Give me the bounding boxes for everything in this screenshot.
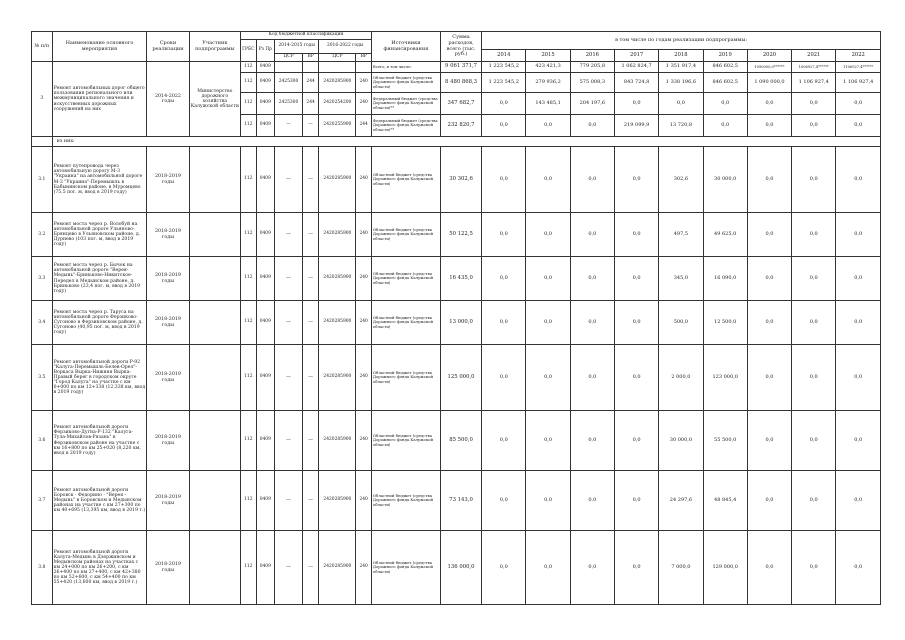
year-value-2014: 0,0 xyxy=(482,471,526,531)
funding-source: Областной бюджет (средства Дорожного фонда Калужской области) xyxy=(371,257,440,301)
year-value-2017: 0,0 xyxy=(614,411,658,471)
item-number: 3 xyxy=(32,62,53,137)
vr-code-2016: 240 xyxy=(356,301,372,345)
grbs-code: 112 xyxy=(241,301,256,345)
funding-source: Всего, в том числе: xyxy=(371,62,440,73)
year-value-2014: 0,0 xyxy=(482,257,526,301)
total-sum: 125 000,0 xyxy=(440,345,481,411)
year-value-2020: 1 090 000,0 xyxy=(747,73,791,93)
csr-code-2014: 2425300 xyxy=(275,93,303,115)
year-value-2022: 0,0 xyxy=(836,115,881,137)
csr-code-2014: — xyxy=(275,115,303,137)
sub-item-row xyxy=(32,531,881,605)
year-value-2014: 1 223 545,2 xyxy=(482,73,526,93)
total-sum: 136 000,0 xyxy=(440,531,481,605)
sub-item-row xyxy=(32,411,881,471)
vr-code-2014: 244 xyxy=(302,93,318,115)
year-value-2019: 846 602,5 xyxy=(703,62,747,73)
year-value-2015: 0,0 xyxy=(526,531,570,605)
item-name: Ремонт моста через р. Волобуй на автомобильной дороге Ульяново-Брянцево в Ульяновском районе, д. Дурнево (103 пог. м, ввод в 2019 году) xyxy=(52,213,147,257)
subtotal-label: из них: xyxy=(52,137,880,147)
year-value-2019: 123 000,0 xyxy=(703,345,747,411)
year-value-2018: 497,5 xyxy=(659,213,703,257)
csr-code-2014: — xyxy=(275,147,303,213)
header-year-2014: 2014 xyxy=(482,50,526,62)
year-value-2021: 1006927,4****** xyxy=(792,62,836,73)
grbs-code: 112 xyxy=(241,73,256,93)
grbs-code: 112 xyxy=(241,213,256,257)
year-value-2015: 0,0 xyxy=(526,411,570,471)
year-value-2020: 1090000,0****** xyxy=(747,62,791,73)
year-value-2014: 0,0 xyxy=(482,115,526,137)
year-value-2021: 0,0 xyxy=(792,411,836,471)
year-value-2017: 843 724,8 xyxy=(614,73,658,93)
item-number: 3.4 xyxy=(32,301,53,345)
csr-code-2014: 2425300 xyxy=(275,73,303,93)
header-period-2014: 2014-2015 годы xyxy=(275,40,319,54)
year-value-2016: 0,0 xyxy=(570,411,614,471)
year-value-2018: 1 351 917,4 xyxy=(659,62,703,73)
header-csr-1: ЦСР xyxy=(275,54,303,62)
grbs-code: 112 xyxy=(241,257,256,301)
sub-item-row xyxy=(32,471,881,531)
funding-source: Областной бюджет (средства Дорожного фонда Калужской области) xyxy=(371,301,440,345)
year-value-2019: 49 625,0 xyxy=(703,213,747,257)
item-executor-empty xyxy=(189,301,241,345)
header-period-2016: 2016-2022 годы xyxy=(319,40,372,54)
sub-item-row xyxy=(32,257,881,301)
header-source: Источники финансирования xyxy=(371,32,440,62)
year-value-2019: 0,0 xyxy=(703,115,747,137)
header-executor: Участник подпрограммы xyxy=(189,32,241,62)
vr-code-2016: 240 xyxy=(356,73,372,93)
subtotal-label-no xyxy=(32,137,53,147)
item-number: 3.2 xyxy=(32,213,53,257)
item-term: 2018-2019 годы xyxy=(147,471,189,531)
vr-code-2016: 240 xyxy=(356,213,372,257)
item-executor-empty xyxy=(189,213,241,257)
grbs-code: 112 xyxy=(241,345,256,411)
year-value-2017: 0,0 xyxy=(614,301,658,345)
header-term: Сроки реализации xyxy=(147,32,189,62)
year-value-2015: 0,0 xyxy=(526,345,570,411)
header-year-2017: 2017 xyxy=(614,50,658,62)
csr-code-2016: 2420254200 xyxy=(319,93,356,115)
csr-code-2016: 2420285900 xyxy=(319,301,356,345)
header-year-2019: 2019 xyxy=(703,50,747,62)
csr-code-2014: — xyxy=(275,301,303,345)
grbs-code: 112 xyxy=(241,93,256,115)
funding-source: Областной бюджет (средства Дорожного фонда Калужской области) xyxy=(371,345,440,411)
vr-code-2016: 240 xyxy=(356,345,372,411)
item-number: 3.6 xyxy=(32,411,53,471)
csr-code-2014: — xyxy=(275,471,303,531)
csr-code-2016: 2420285900 xyxy=(319,471,356,531)
year-value-2022: 0,0 xyxy=(836,213,881,257)
year-value-2017: 0,0 xyxy=(614,345,658,411)
year-value-2022: 0,0 xyxy=(836,257,881,301)
year-value-2018: 13 720,8 xyxy=(659,115,703,137)
header-year-2016: 2016 xyxy=(570,50,614,62)
year-value-2022: 0,0 xyxy=(836,301,881,345)
year-value-2016: 0,0 xyxy=(570,471,614,531)
funding-source: Областной бюджет (средства Дорожного фонда Калужской области) xyxy=(371,147,440,213)
funding-source: Областной бюджет (средства Дорожного фонда Калужской области) xyxy=(371,411,440,471)
item-executor: Министерство дорожного хозяйства Калужской области xyxy=(189,62,241,137)
year-value-2014: 1 223 545,2 xyxy=(482,62,526,73)
rzpr-code: 0409 xyxy=(256,115,275,137)
grbs-code: 112 xyxy=(241,62,256,73)
year-value-2018: 500,0 xyxy=(659,301,703,345)
year-value-2022: 1 106 927,4 xyxy=(836,73,881,93)
csr-code-2014: — xyxy=(275,213,303,257)
item-name: Ремонт моста через р. Таруса на автомобильной дороге Ферзиково-Сугоново в Ферзиковском районе, д. Сугоново (40,95 пог. м, ввод в 2019 году) xyxy=(52,301,147,345)
csr-code-2016: 2420285900 xyxy=(319,213,356,257)
year-value-2016: 0,0 xyxy=(570,147,614,213)
total-sum: 30 302,6 xyxy=(440,147,481,213)
csr-code-2016: 2420285900 xyxy=(319,345,356,411)
header-name: Наименование основного мероприятия xyxy=(52,32,147,62)
grbs-code: 112 xyxy=(241,471,256,531)
year-value-2020: 0,0 xyxy=(747,301,791,345)
year-value-2021: 0,0 xyxy=(792,115,836,137)
vr-code-2016: 240 xyxy=(356,257,372,301)
year-value-2021: 1 106 927,4 xyxy=(792,73,836,93)
year-value-2022: 0,0 xyxy=(836,411,881,471)
grbs-code: 112 xyxy=(241,115,256,137)
year-value-2019: 129 000,0 xyxy=(703,531,747,605)
total-sum: 347 682,7 xyxy=(440,93,481,115)
vr-code-2014: — xyxy=(302,411,318,471)
budget-table xyxy=(31,31,881,605)
year-value-2017: 0,0 xyxy=(614,213,658,257)
year-value-2022: 0,0 xyxy=(836,147,881,213)
grbs-code: 112 xyxy=(241,411,256,471)
year-value-2018: 7 000,0 xyxy=(659,531,703,605)
csr-code-2016: 2420285900 xyxy=(319,73,356,93)
vr-code-2014: — xyxy=(302,147,318,213)
vr-code-2016: 240 xyxy=(356,471,372,531)
total-sum: 85 500,0 xyxy=(440,411,481,471)
total-sum: 16 435,0 xyxy=(440,257,481,301)
item-executor-empty xyxy=(189,147,241,213)
vr-code-2014: — xyxy=(302,471,318,531)
year-value-2014: 0,0 xyxy=(482,147,526,213)
header-byyears: в том числе по годам реализации подпрограммы: xyxy=(482,32,881,50)
header-sum: Сумма расходов, всего (тыс. руб.) xyxy=(440,32,481,62)
rzpr-code: 0409 xyxy=(256,301,275,345)
grbs-code: 112 xyxy=(241,147,256,213)
year-value-2021: 0,0 xyxy=(792,531,836,605)
csr-code-2016: 2420285900 xyxy=(319,147,356,213)
year-value-2019: 16 090,0 xyxy=(703,257,747,301)
item-term: 2018-2019 годы xyxy=(147,213,189,257)
funding-source: Областной бюджет (средства Дорожного фонда Калужской области) xyxy=(371,471,440,531)
header-rzpr: Рз Пр xyxy=(256,40,275,62)
year-value-2015: 0,0 xyxy=(526,115,570,137)
item-executor-empty xyxy=(189,411,241,471)
year-value-2018: 345,0 xyxy=(659,257,703,301)
total-sum: 232 820,7 xyxy=(440,115,481,137)
vr-code-2014: 244 xyxy=(302,73,318,93)
year-value-2015: 279 936,2 xyxy=(526,73,570,93)
year-value-2022: 0,0 xyxy=(836,471,881,531)
year-value-2016: 204 197,6 xyxy=(570,93,614,115)
csr-code-2014 xyxy=(275,62,303,73)
item-executor-empty xyxy=(189,471,241,531)
year-value-2019: 12 500,0 xyxy=(703,301,747,345)
header-vr-1: ВР xyxy=(302,54,318,62)
total-sum: 8 480 868,3 xyxy=(440,73,481,93)
year-value-2019: 48 845,4 xyxy=(703,471,747,531)
header-year-2015: 2015 xyxy=(526,50,570,62)
item-term: 2018-2019 годы xyxy=(147,257,189,301)
vr-code-2014: — xyxy=(302,531,318,605)
year-value-2018: 24 297,6 xyxy=(659,471,703,531)
year-value-2014: 0,0 xyxy=(482,411,526,471)
item-term: 2018-2019 годы xyxy=(147,147,189,213)
rzpr-code: 0409 xyxy=(256,62,275,73)
year-value-2021: 0,0 xyxy=(792,257,836,301)
vr-code-2014: — xyxy=(302,115,318,137)
item-number: 3.1 xyxy=(32,147,53,213)
year-value-2020: 0,0 xyxy=(747,411,791,471)
vr-code-2014: — xyxy=(302,213,318,257)
rzpr-code: 0409 xyxy=(256,93,275,115)
item-number: 3.7 xyxy=(32,471,53,531)
year-value-2021: 0,0 xyxy=(792,93,836,115)
sub-item-row xyxy=(32,301,881,345)
csr-code-2016: 2420255900 xyxy=(319,115,356,137)
year-value-2017: 1 062 824,7 xyxy=(614,62,658,73)
rzpr-code: 0409 xyxy=(256,213,275,257)
year-value-2022: 0,0 xyxy=(836,531,881,605)
grbs-code: 112 xyxy=(241,531,256,605)
year-value-2021: 0,0 xyxy=(792,345,836,411)
csr-code-2016: 2420285900 xyxy=(319,257,356,301)
csr-code-2014: — xyxy=(275,257,303,301)
funding-source: Областной бюджет (средства Дорожного фонда Калужской области) xyxy=(371,531,440,605)
year-value-2014: 0,0 xyxy=(482,301,526,345)
sub-item-row xyxy=(32,213,881,257)
rzpr-code: 0409 xyxy=(256,531,275,605)
year-value-2019: 30 000,0 xyxy=(703,147,747,213)
item-term: 2018-2019 годы xyxy=(147,301,189,345)
funding-source: Федеральный бюджет (средства Дорожного фонда Калужской области)** xyxy=(371,93,440,115)
csr-code-2016 xyxy=(319,62,356,73)
total-sum: 13 000,0 xyxy=(440,301,481,345)
year-value-2016: 0,0 xyxy=(570,301,614,345)
year-value-2020: 0,0 xyxy=(747,257,791,301)
rzpr-code: 0409 xyxy=(256,147,275,213)
vr-code-2016: 240 xyxy=(356,93,372,115)
year-value-2022: 1106927,4****** xyxy=(836,62,881,73)
item-number: 3.5 xyxy=(32,345,53,411)
item-executor-empty xyxy=(189,531,241,605)
year-value-2019: 55 500,0 xyxy=(703,411,747,471)
year-value-2015: 0,0 xyxy=(526,301,570,345)
sub-item-row xyxy=(32,345,881,411)
year-value-2017: 0,0 xyxy=(614,147,658,213)
vr-code-2014: — xyxy=(302,301,318,345)
year-value-2020: 0,0 xyxy=(747,93,791,115)
header-year-2021: 2021 xyxy=(792,50,836,62)
year-value-2016: 0,0 xyxy=(570,115,614,137)
year-value-2017: 0,0 xyxy=(614,471,658,531)
year-value-2019: 846 602,5 xyxy=(703,73,747,93)
item-name: Ремонт моста через р. Бычок на автомобильной дороге "Верея-Медынь"-Бриньково-Никитское-Передел в Медынском районе, д. Бриньково (23,4 пог. м, ввод в 2019 году) xyxy=(52,257,147,301)
year-value-2020: 0,0 xyxy=(747,213,791,257)
header-vr-2: ВР xyxy=(356,54,372,62)
subtotal-label-row xyxy=(32,137,881,147)
rzpr-code: 0409 xyxy=(256,471,275,531)
csr-code-2014: — xyxy=(275,411,303,471)
rzpr-code: 0409 xyxy=(256,257,275,301)
item-name: Ремонт автомобильной дороги Ферзиково-Дугна-Р-132 "Калуга-Тула-Михайлов-Рязань" в Ферзиковском районе на участке с км 16+800 по км 25+020 (8,220 км, ввод в 2019 году) xyxy=(52,411,147,471)
year-value-2018: 1 338 196,6 xyxy=(659,73,703,93)
item-name: Ремонт автомобильных дорог общего пользования регионального или межмуниципального значения и искусственных дорожных сооружений на них xyxy=(52,62,147,137)
year-value-2014: 0,0 xyxy=(482,345,526,411)
year-value-2016: 0,0 xyxy=(570,257,614,301)
year-value-2020: 0,0 xyxy=(747,345,791,411)
year-value-2016: 779 205,8 xyxy=(570,62,614,73)
year-value-2021: 0,0 xyxy=(792,471,836,531)
csr-code-2014: — xyxy=(275,345,303,411)
vr-code-2014 xyxy=(302,62,318,73)
total-sum: 73 143,0 xyxy=(440,471,481,531)
header-no: № п/п xyxy=(32,32,53,62)
total-sum: 50 122,5 xyxy=(440,213,481,257)
vr-code-2016: 240 xyxy=(356,147,372,213)
year-value-2021: 0,0 xyxy=(792,301,836,345)
year-value-2021: 0,0 xyxy=(792,213,836,257)
year-value-2021: 0,0 xyxy=(792,147,836,213)
item-executor-empty xyxy=(189,345,241,411)
year-value-2015: 0,0 xyxy=(526,213,570,257)
rzpr-code: 0409 xyxy=(256,73,275,93)
year-value-2014: 0,0 xyxy=(482,213,526,257)
item-number: 3.8 xyxy=(32,531,53,605)
item-name: Ремонт автомобильной дороги Р-92 "Калуга-Перемышль-Белев-Орел"-Воркаса Вырка-Нижняя Вырка-Правый берег в городском округе "Город Калуга" на участке с км 0+000 по км 12+338 (12,338 км, ввод в 2019 году) xyxy=(52,345,147,411)
rzpr-code: 0409 xyxy=(256,411,275,471)
year-value-2020: 0,0 xyxy=(747,471,791,531)
year-value-2017: 0,0 xyxy=(614,531,658,605)
year-value-2018: 30 000,0 xyxy=(659,411,703,471)
header-year-2022: 2022 xyxy=(836,50,881,62)
vr-code-2016 xyxy=(356,62,372,73)
item-name: Ремонт автомобильной дороги Калуга-Медынь в Дзержинском и Медынском районах на участках с км 24+000 по км 26+200, с км 26+400 по км 27+400, с км 42+380 по км 52+600, с км 54+400 по км 55+420 (13,600 км, ввод в 2019 г.) xyxy=(52,531,147,605)
item-number: 3.3 xyxy=(32,257,53,301)
year-value-2020: 0,0 xyxy=(747,147,791,213)
vr-code-2016: 240 xyxy=(356,531,372,605)
header-csr-2: ЦСР xyxy=(319,54,356,62)
year-value-2017: 219 099,9 xyxy=(614,115,658,137)
year-value-2017: 0,0 xyxy=(614,257,658,301)
year-value-2014: 0,0 xyxy=(482,93,526,115)
csr-code-2016: 2420285900 xyxy=(319,411,356,471)
year-value-2020: 0,0 xyxy=(747,531,791,605)
vr-code-2016: 240 xyxy=(356,411,372,471)
item-term: 2018-2019 годы xyxy=(147,411,189,471)
item-executor-empty xyxy=(189,257,241,301)
year-value-2015: 0,0 xyxy=(526,147,570,213)
csr-code-2014: — xyxy=(275,531,303,605)
rzpr-code: 0409 xyxy=(256,345,275,411)
year-value-2022: 0,0 xyxy=(836,345,881,411)
year-value-2015: 143 485,1 xyxy=(526,93,570,115)
year-value-2015: 0,0 xyxy=(526,257,570,301)
year-value-2014: 0,0 xyxy=(482,531,526,605)
funding-source: Областной бюджет (средства Дорожного фонда Калужской области) xyxy=(371,73,440,93)
year-value-2016: 0,0 xyxy=(570,531,614,605)
vr-code-2016: 244 xyxy=(356,115,372,137)
item-term: 2018-2019 годы xyxy=(147,345,189,411)
item-term: 2018-2019 годы xyxy=(147,531,189,605)
year-value-2016: 0,0 xyxy=(570,345,614,411)
year-value-2018: 302,6 xyxy=(659,147,703,213)
year-value-2020: 0,0 xyxy=(747,115,791,137)
total-sum: 9 061 371,7 xyxy=(440,62,481,73)
vr-code-2014: — xyxy=(302,345,318,411)
vr-code-2014: — xyxy=(302,257,318,301)
header-year-2018: 2018 xyxy=(659,50,703,62)
item-name: Ремонт путепровода через автомобильную дорогу М-3 "Украина" на автомобильной дороге М-3 "Украина"-Перемышль в Бабынинском районе, в Муромцево (75,5 пог. м, ввод в 2019 году) xyxy=(52,147,147,213)
funding-source: Областной бюджет (средства Дорожного фонда Калужской области) xyxy=(371,213,440,257)
year-value-2018: 0,0 xyxy=(659,93,703,115)
main-item-row xyxy=(32,62,881,73)
item-term: 2014-2022 годы xyxy=(147,62,189,137)
year-value-2018: 2 000,0 xyxy=(659,345,703,411)
year-value-2015: 423 421,3 xyxy=(526,62,570,73)
csr-code-2016: 2420285900 xyxy=(319,531,356,605)
year-value-2022: 0,0 xyxy=(836,93,881,115)
year-value-2015: 0,0 xyxy=(526,471,570,531)
header-classif: Код бюджетной классификации xyxy=(241,32,372,40)
sub-item-row xyxy=(32,147,881,213)
header-grbs: ГРБС xyxy=(241,40,256,62)
year-value-2019: 0,0 xyxy=(703,93,747,115)
year-value-2016: 0,0 xyxy=(570,213,614,257)
year-value-2017: 0,0 xyxy=(614,93,658,115)
item-name: Ремонт автомобильной дороги Боровск - Федорино - "Верея - Медынь" в Боровском и Медынском районах на участке с км 27+300 по км 40+695 (13,395 км, ввод в 2019 г.) xyxy=(52,471,147,531)
header-year-2020: 2020 xyxy=(747,50,791,62)
funding-source: Федеральный бюджет (средства Дорожного фонда Калужской области)** xyxy=(371,115,440,137)
year-value-2016: 575 008,3 xyxy=(570,73,614,93)
